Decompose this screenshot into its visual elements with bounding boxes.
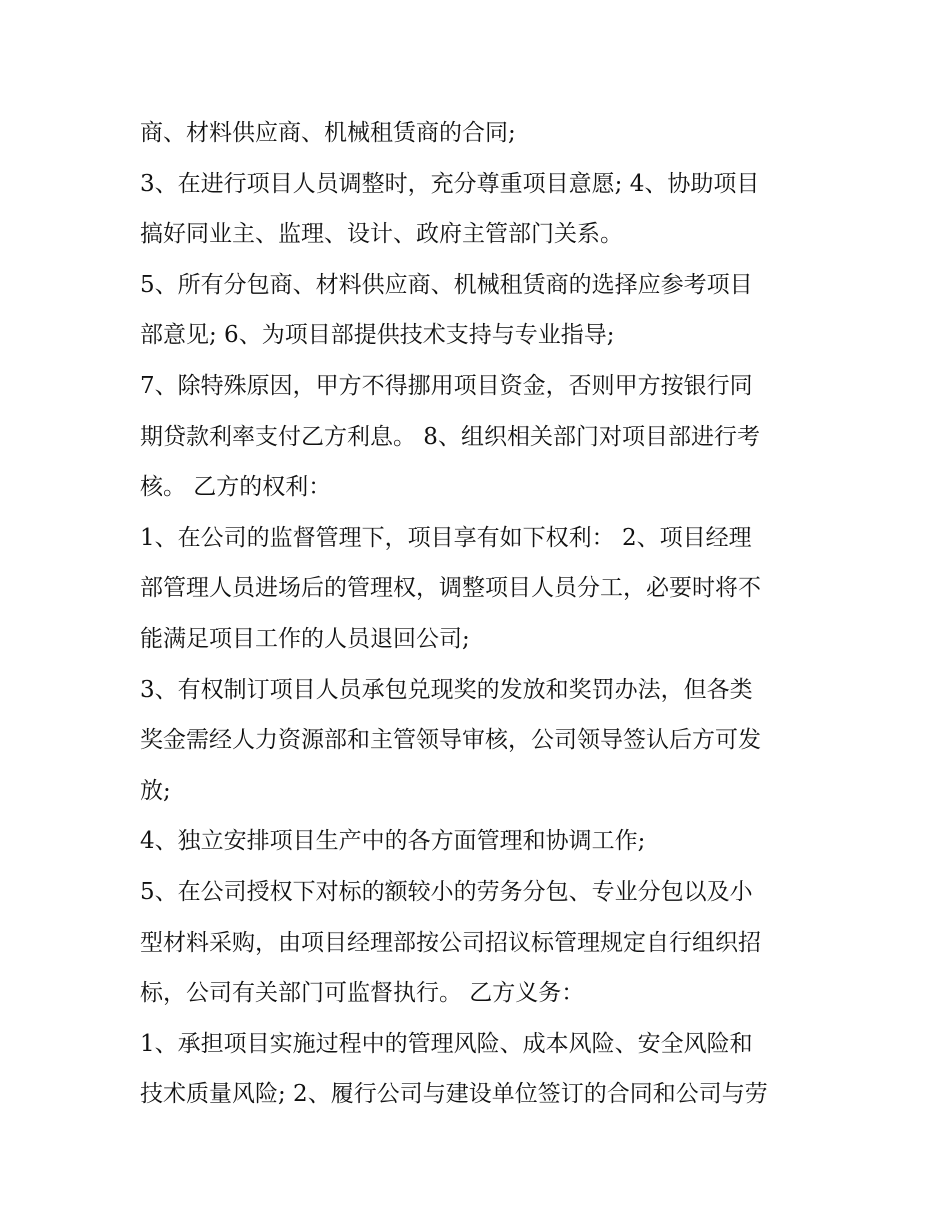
text-line: 搞好同业主、监理、设计、政府主管部门关系。 — [140, 221, 623, 248]
text-line: 4、独立安排项目生产中的各方面管理和协调工作; — [140, 828, 646, 855]
text-line: 部意见; 6、为项目部提供技术支持与专业指导; — [140, 322, 615, 349]
text-line: 1、在公司的监督管理下，项目享有如下权利： 2、项目经理 — [140, 524, 752, 551]
text-line: 技术质量风险; 2、履行公司与建设单位签订的合同和公司与劳 — [140, 1081, 768, 1108]
text-line: 奖金需经人力资源部和主管领导审核，公司领导签认后方可发 — [140, 727, 761, 754]
text-line: 期贷款利率支付乙方利息。 8、组织相关部门对项目部进行考 — [140, 423, 760, 450]
text-line: 能满足项目工作的人员退回公司; — [140, 625, 470, 652]
text-line: 3、有权制订项目人员承包兑现奖的发放和奖罚办法，但各类 — [140, 676, 753, 703]
text-line: 5、所有分包商、材料供应商、机械租赁商的选择应参考项目 — [140, 271, 753, 298]
text-line: 放; — [140, 777, 171, 804]
text-line: 标，公司有关部门可监督执行。 乙方义务： — [140, 980, 585, 1007]
text-line: 商、材料供应商、机械租赁商的合同; — [140, 120, 516, 146]
text-line: 3、在进行项目人员调整时，充分尊重项目意愿; 4、协助项目 — [140, 170, 760, 197]
text-line: 型材料采购，由项目经理部按公司招议标管理规定自行组织招 — [140, 929, 761, 956]
text-line: 7、除特殊原因，甲方不得挪用项目资金，否则甲方按银行同 — [140, 372, 753, 399]
text-line: 部管理人员进场后的管理权，调整项目人员分工，必要时将不 — [140, 575, 761, 602]
document-body — [140, 108, 820, 1120]
text-line: 核。 乙方的权利： — [140, 474, 332, 501]
text-line: 1、承担项目实施过程中的管理风险、成本风险、安全风险和 — [140, 1030, 753, 1057]
text-line: 5、在公司授权下对标的额较小的劳务分包、专业分包以及小 — [140, 878, 753, 905]
